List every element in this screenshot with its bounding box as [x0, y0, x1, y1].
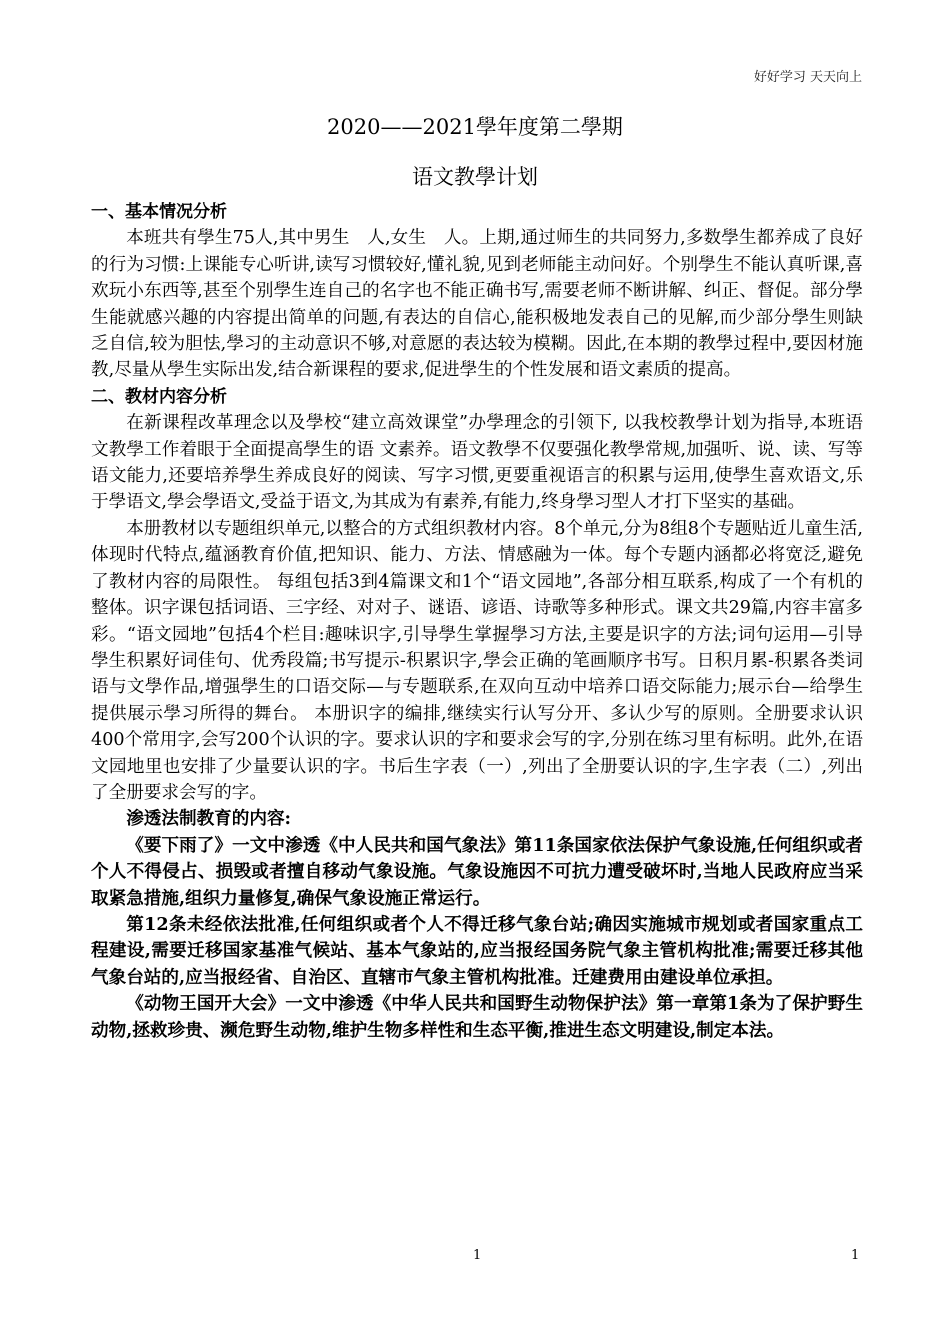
document-title: 2020——2021學年度第二學期 [327, 115, 623, 139]
page-number-center: 1 [473, 1248, 482, 1263]
paragraph-meteorology-law-11: 《要下雨了》一文中渗透《中人民共和国气象法》第11条国家依法保护气象设施,任何组织或者个人不得侵占、损毁或者擅自移动气象设施。气象设施因不可抗力遭受破坏时,当地人民政府应当采取紧急措施,组织力量修复,确保气象设施正常运行。 [91, 834, 863, 909]
paragraph-meteorology-law-12: 第12条未经依法批准,任何组织或者个人不得迁移气象台站;确因实施城市规划或者国家重点工程建设,需要迁移国家基准气候站、基本气象站的,应当报经国务院气象主管机构批准;需要迁移其他气象台站的,应当报经省、自治区、直辖市气象主管机构批准。迁建费用由建设单位承担。 [91, 913, 863, 988]
section-heading-basic-analysis: 一、基本情况分析 [91, 202, 227, 222]
page-number-right: 1 [851, 1248, 860, 1263]
document-subtitle: 语文教學计划 [412, 165, 538, 189]
paragraph-wildlife-law: 《动物王国开大会》一文中渗透《中华人民共和国野生动物保护法》第一章第1条为了保护野生动物,拯救珍贵、濒危野生动物,维护生物多样性和生态平衡,推进生态文明建设,制定本法。 [91, 993, 863, 1041]
paragraph-teaching-goal: 在新课程改革理念以及學校“建立高效课堂”办學理念的引领下, 以我校教學计划为指导,本班语文教學工作着眼于全面提高學生的语 文素养。语文教學不仅要强化教學常规,加强听、说、读、写等语文能力,还要培养學生养成良好的阅读、写字习惯,更要重视语言的积累与运用,使學生喜欢语文,乐于學语文,學会學语文,受益于语文,为其成为有素养,有能力,终身學习型人才打下坚实的基础。 [91, 413, 863, 513]
paragraph-textbook-structure: 本册教材以专题组织单元,以整合的方式组织教材内容。8个单元,分为8组8个专题贴近儿童生活,体现时代特点,蕴涵教育价值,把知识、能力、方法、情感融为一体。每个专题内涵都必将宽泛,避免了教材内容的局限性。 每组包括3到4篇课文和1个“语文园地”,各部分相互联系,构成了一个有机的整体。识字课包括词语、三字经、对对子、谜语、谚语、诗歌等多种形式。课文共29篇,内容丰富多彩。“语文园地”包括4个栏目:趣味识字,引导學生掌握學习方法,主要是识字的方法;词句运用—引导學生积累好词佳句、优秀段篇;书写提示-积累识字,學会正确的笔画顺序书写。日积月累-积累各类词语与文學作品,增强學生的口语交际—与专题联系,在双向互动中培养口语交际能力;展示台—给學生提供展示學习所得的舞台。 本册识字的编排,继续实行认写分开、多认少写的原则。全册要求认识400个常用字,会写200个认识的字。要求认识的字和要求会写的字,分别在练习里有标明。此外,在语文园地里也安排了少量要认识的字。书后生字表（一）,列出了全册要认识的字,生字表（二）,列出了全册要求会写的字。 [91, 518, 863, 803]
law-education-subheading: 渗透法制教育的内容: [126, 808, 292, 830]
header-motto: 好好学习 天天向上 [753, 70, 862, 85]
section-heading-textbook-analysis: 二、教材内容分析 [91, 386, 227, 407]
paragraph-class-situation: 本班共有學生75人,其中男生 人,女生 人。上期,通过师生的共同努力,多数學生都养成了良好的行为习惯:上课能专心听讲,读写习惯较好,懂礼貌,见到老师能主动问好。个别學生不能认真听课,喜欢玩小东西等,甚至个别學生连自己的名字也不能正确书写,需要老师不断讲解、纠正、督促。部分學生能就感兴趣的内容提出简单的问题,有表达的自信心,能积极地发表自己的见解,而少部分學生则缺乏自信,较为胆怯,學习的主动意识不够,对意愿的表达较为模糊。因此,在本期的教學过程中,要因材施教,尽量从學生实际出发,结合新课程的要求,促进學生的个性发展和语文素质的提高。 [91, 228, 863, 381]
document-body [91, 199, 863, 1044]
